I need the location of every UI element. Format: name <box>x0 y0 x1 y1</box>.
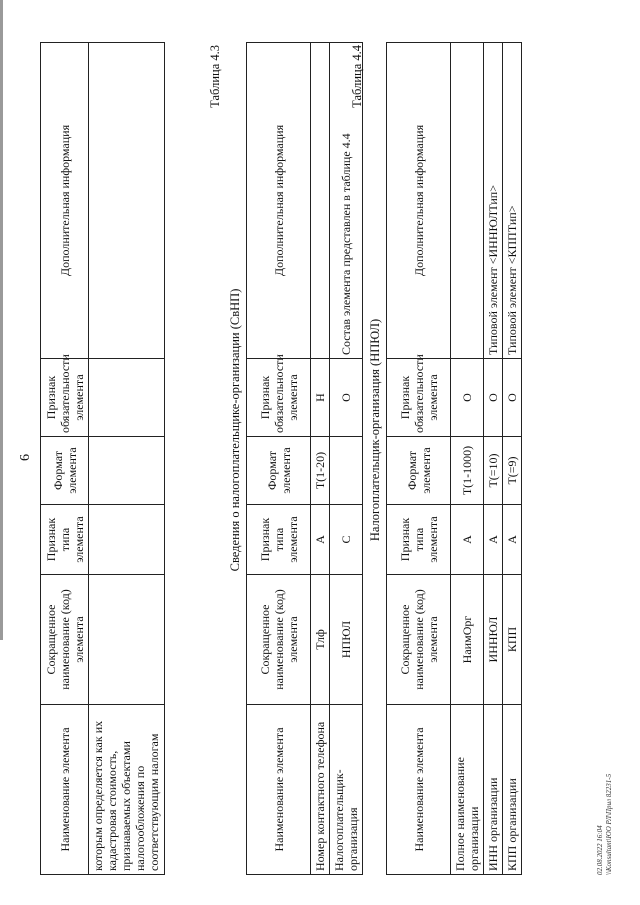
col-header-name: Наименование элемента <box>387 705 451 875</box>
table-4-4-label: Таблица 4.4 <box>350 45 364 108</box>
cell-code: КПП <box>503 575 522 705</box>
col-header-info: Дополнительная информация <box>247 43 311 359</box>
cell-code: ИННЮЛ <box>484 575 503 705</box>
cell-format: Т(1-1000) <box>451 437 484 505</box>
table-row <box>311 43 330 875</box>
cell-required: О <box>484 359 503 437</box>
table-continuation <box>40 42 165 875</box>
table-4-3-label: Таблица 4.3 <box>208 45 222 108</box>
table-row <box>330 43 363 875</box>
col-header-code: Сокращенное наименование (код) элемента <box>247 575 311 705</box>
cell-type: А <box>484 505 503 575</box>
table-4-4-title: Налогоплательщик-организация (НПЮЛ) <box>368 318 382 542</box>
cell-code: Тлф <box>311 575 330 705</box>
page-number: 6 <box>18 454 33 461</box>
cell-format: Т(=10) <box>484 437 503 505</box>
cell-required: О <box>451 359 484 437</box>
table-header-row <box>387 43 451 875</box>
cell-type: А <box>451 505 484 575</box>
table-row <box>484 43 503 875</box>
stamp-line-1: 02.08.2022 16:04 <box>596 825 604 875</box>
cell-name: ИНН организации <box>484 705 503 875</box>
cell-type: А <box>311 505 330 575</box>
cell-type <box>89 505 165 575</box>
cell-info: Типовой элемент <ИННЮЛТип> <box>484 43 503 359</box>
cell-required: О <box>503 359 522 437</box>
cell-info <box>311 43 330 359</box>
table-4-3 <box>246 42 363 875</box>
col-header-required: Признак обязательности элемента <box>387 359 451 437</box>
col-header-type: Признак типа элемента <box>41 505 89 575</box>
col-header-required: Признак обязательности элемента <box>247 359 311 437</box>
cell-format: Т(1-20) <box>311 437 330 505</box>
col-header-code: Сокращенное наименование (код) элемента <box>387 575 451 705</box>
table-row <box>451 43 484 875</box>
stamp-line-2: \\Konsultant\ЮО РЛ\Прил 82231-5 <box>605 773 613 875</box>
cell-code: НПЮЛ <box>330 575 363 705</box>
col-header-name: Наименование элемента <box>41 705 89 875</box>
cell-code <box>89 575 165 705</box>
cell-info <box>451 43 484 359</box>
col-header-info: Дополнительная информация <box>387 43 451 359</box>
cell-name: Полное наименование организации <box>451 705 484 875</box>
table-header-row <box>41 43 89 875</box>
col-header-format: Формат элемента <box>41 437 89 505</box>
table-row <box>89 43 165 875</box>
col-header-format: Формат элемента <box>387 437 451 505</box>
cell-type: А <box>503 505 522 575</box>
col-header-required: Признак обязательности элемента <box>41 359 89 437</box>
table-header-row <box>247 43 311 875</box>
cell-info: Типовой элемент <КППТип> <box>503 43 522 359</box>
col-header-type: Признак типа элемента <box>387 505 451 575</box>
cell-type: С <box>330 505 363 575</box>
col-header-format: Формат элемента <box>247 437 311 505</box>
cell-format <box>330 437 363 505</box>
col-header-type: Признак типа элемента <box>247 505 311 575</box>
table-4-3-title: Сведения о налогоплательщике-организации (СвНП) <box>228 288 242 572</box>
cell-name: Номер контактного телефона <box>311 705 330 875</box>
col-header-info: Дополнительная информация <box>41 43 89 359</box>
cell-info <box>89 43 165 359</box>
col-header-code: Сокращенное наименование (код) элемента <box>41 575 89 705</box>
cell-code: НаимОрг <box>451 575 484 705</box>
table-row <box>503 43 522 875</box>
table-4-4 <box>386 42 522 875</box>
cell-format: Т(=9) <box>503 437 522 505</box>
cell-format <box>89 437 165 505</box>
print-stamp <box>596 774 614 875</box>
cell-required <box>89 359 165 437</box>
col-header-name: Наименование элемента <box>247 705 311 875</box>
cell-required: О <box>330 359 363 437</box>
cell-name: которым определяется как их кадастровая стоимость, признаваемых объектами налогообложения по соответствующим налогам <box>89 705 165 875</box>
cell-name: Налогоплательщик-организация <box>330 705 363 875</box>
cell-info: Состав элемента представлен в таблице 4.4 <box>330 43 363 359</box>
cell-required: Н <box>311 359 330 437</box>
cell-name: КПП организации <box>503 705 522 875</box>
